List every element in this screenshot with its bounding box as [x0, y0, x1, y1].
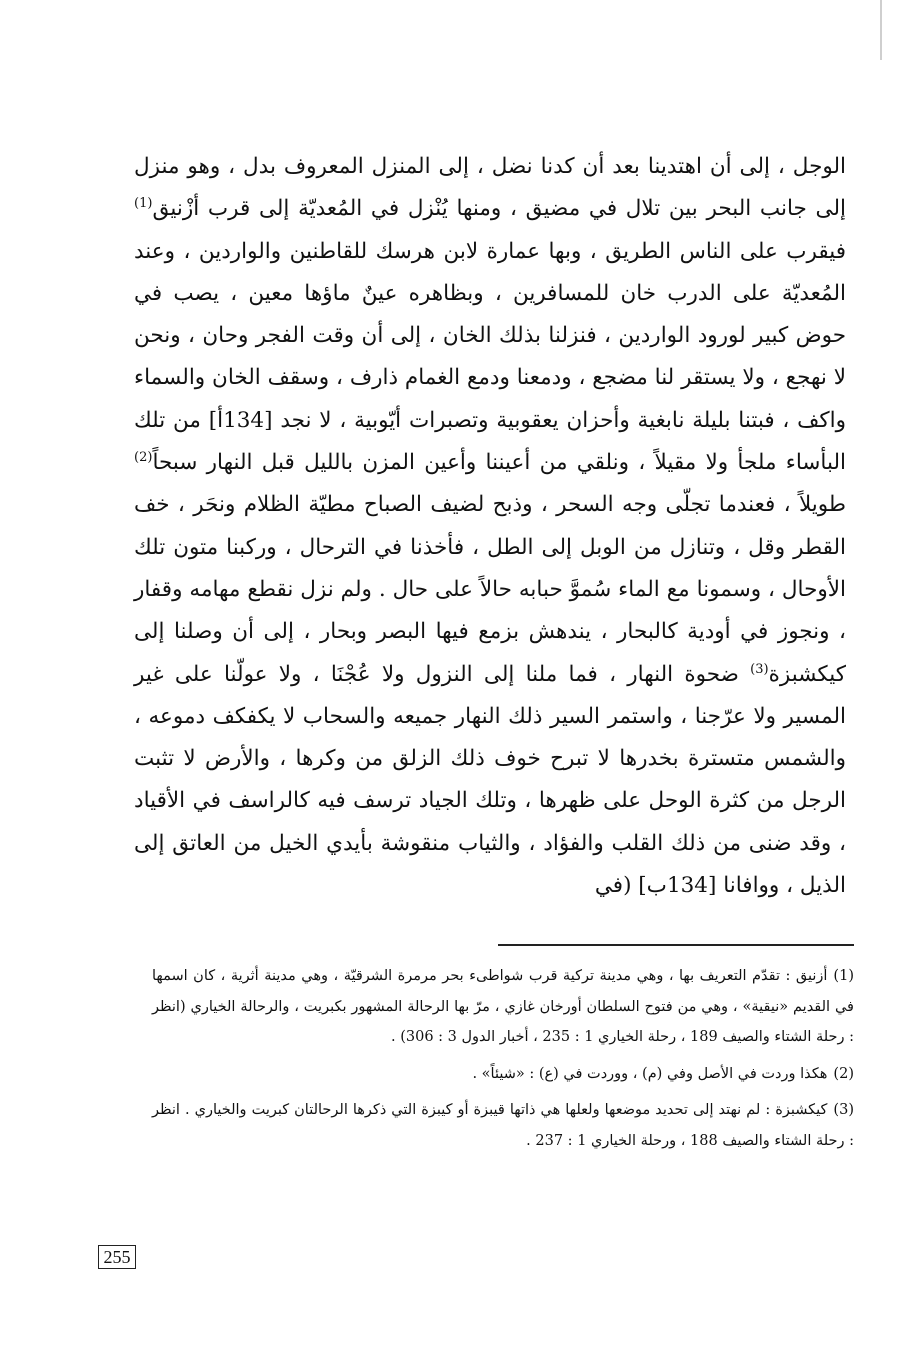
- text-segment-2: فيقرب على الناس الطريق ، وبها عمارة لابن هرسك للقاطنين والواردين ، وعند المُعديّة على الدرب خان للمسافرين ، وبظاهره عينٌ ماؤها معين ، يصب في حوض كبير لورود الواردين ، فنزلنا بذلك الخان ، إلى أن وقت الفجر وحان ، ونحن لا نهجع ، ولا يستقر لنا مضجع ، ودمعنا ودمع الغمام ذارف ، وسقف الخان والسماء واكف ، فبتنا بليلة نابغية وأحزان يعقوبية وتصبرات أيّوبية ، لا نجد [134أ] من تلك البأساء ملجأ ولا مقيلاً ، ونلقي من أعيننا وأعين المزن بالليل قبل النهار سبحاً: [134, 238, 846, 476]
- page-number: 255: [98, 1245, 136, 1269]
- scan-edge-mark: [880, 0, 882, 60]
- footnote-number: (1): [833, 968, 854, 984]
- footnote-ref-1[interactable]: (1): [134, 196, 153, 212]
- text-segment-3: طويلاً ، فعندما تجلّى وجه السحر ، وذبح لضيف الصباح مطيّة الظلام ونحَر ، خف القطر وقل ، وتنازل من الوبل إلى الطل ، فأخذنا في الترحال ، وركبنا متون تلك الأوحال ، وسمونا مع الماء سُموَّ حبابه حالاً على حال . ولم نزل نقطع مهامه وقفار ، ونجوز في أودية كالبحار ، يندهش بزمع فيها البصر وبحار ، إلى أن وصلنا إلى كيكشبزة: [134, 492, 846, 687]
- main-text: [134, 146, 846, 907]
- footnotes: [152, 961, 854, 1162]
- text-segment-1: الوجل ، إلى أن اهتدينا بعد أن كدنا نضل ، إلى المنزل المعروف بدل ، وهو منزل إلى جانب البحر بين تلال في مضيق ، ومنها يُنْزل في المُعديّة إلى قرب أزْنيق: [134, 154, 846, 222]
- footnote-text: كيكشبزة : لم نهتد إلى تحديد موضعها ولعلها هي ذاتها قيبزة أو كيبزة التي ذكرها الرحالتان كبريت والخياري . انظر : رحلة الشتاء والصيف 188 ، ورحلة الخياري 1 : 237 .: [152, 1102, 854, 1149]
- footnote-text: هكذا وردت في الأصل وفي (م) ، ووردت في (ع) : «شيئاً» .: [472, 1065, 828, 1082]
- footnote-ref-2[interactable]: (2): [134, 450, 153, 466]
- main-paragraph: [134, 146, 846, 907]
- footnote-1: [152, 961, 854, 1053]
- footnote-number: (2): [833, 1065, 854, 1082]
- footnote-number: (3): [833, 1102, 854, 1118]
- footnote-separator: [498, 944, 854, 946]
- footnote-3: [152, 1095, 854, 1156]
- footnote-text: أزنيق : تقدّم التعريف بها ، وهي مدينة تركية قرب شواطىء بحر مرمرة الشرقيّة ، وهي مدينة أثرية ، كان اسمها في القديم «نيقية» ، وهي من فتوح السلطان أورخان غازي ، مرّ بها الرحالة المشهور بكبريت ، والرحالة الخياري (انظر : رحلة الشتاء والصيف 189 ، رحلة الخياري 1 : 235 ، أخبار الدول 3 : 306) .: [152, 968, 854, 1045]
- footnote-2: [152, 1059, 854, 1090]
- text-segment-4: ضحوة النهار ، فما ملنا إلى النزول ولا عُجْنَا ، ولا عولّنا على غير المسير ولا عرّجنا ، واستمر السير ذلك النهار جميعه والسحاب لا يكفكف دموعه ، والشمس متسترة بخدرها لا تبرح خوف ذلك الزلق من وكرها ، والأرض لا تثبت الرجل من كثرة الوحل على ظهرها ، وتلك الجياد ترسف فيه كالراسف في الأقياد ، وقد ضنى من ذلك القلب والفؤاد ، والثياب منقوشة بأيدي الخيل من العاتق إلى الذيل ، ووافانا [134ب] (في: [134, 661, 846, 899]
- footnote-ref-3[interactable]: (3): [750, 661, 769, 677]
